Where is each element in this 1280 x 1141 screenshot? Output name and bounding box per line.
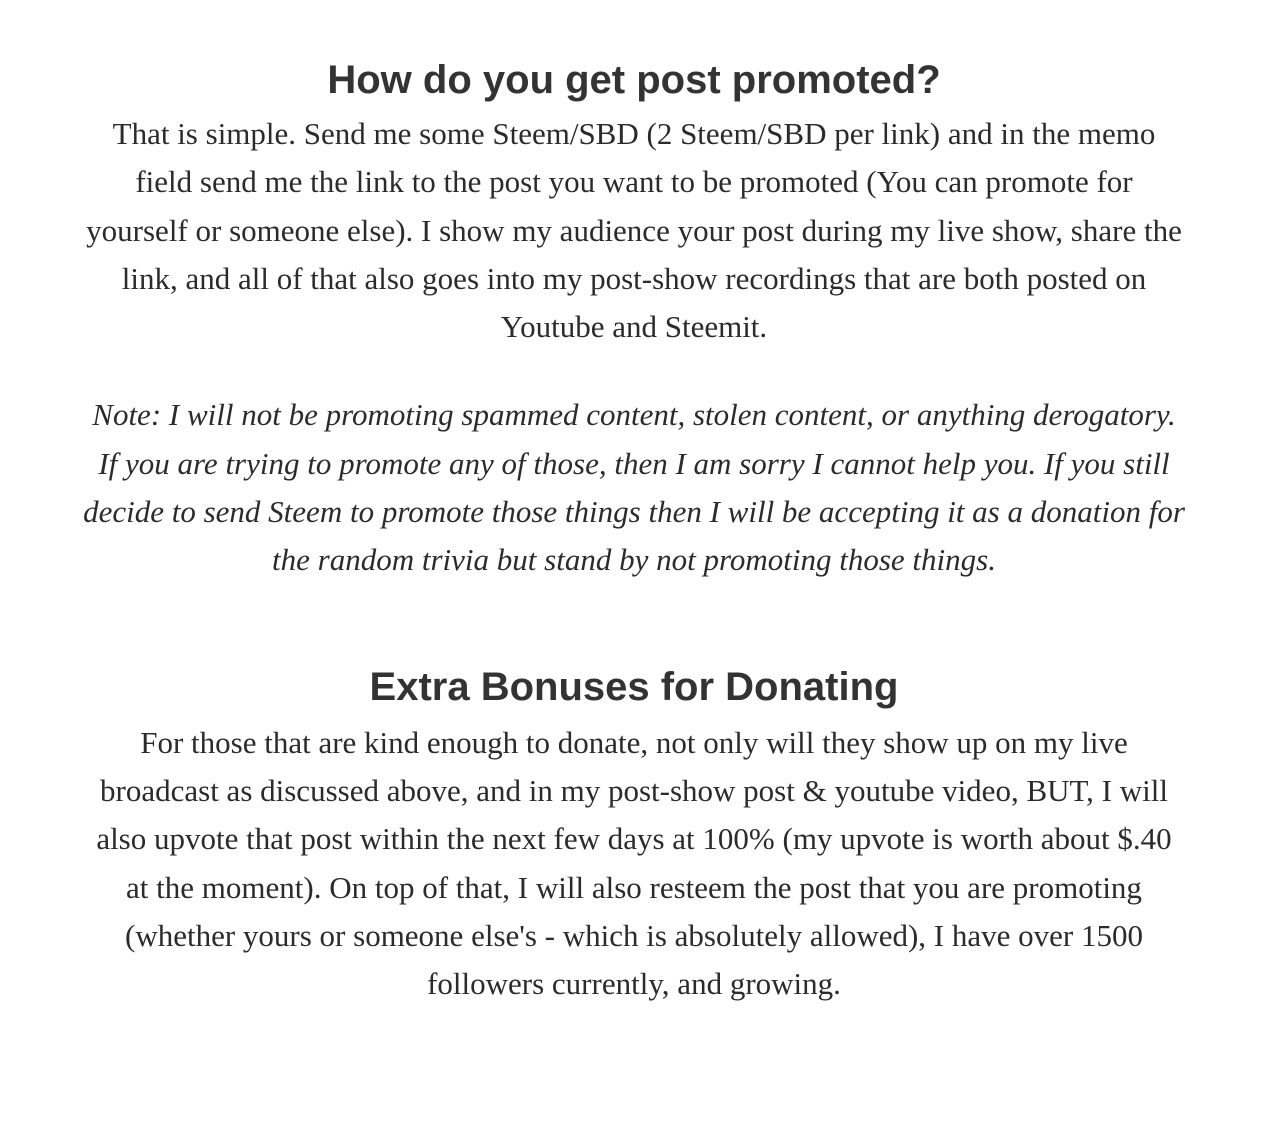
bonus-heading: Extra Bonuses for Donating [369,664,899,709]
article-body [82,0,1186,1008]
promote-heading: How do you get post promoted? [327,58,941,102]
note-paragraph: Note: I will not be promoting spammed content, stolen content, or anything derogatory. If you are trying to promote any of those, then I am sorry I cannot help you. If you still decide to send Steem to promote those things then I will be accepting it as a donation for the random trivia but stand by not promoting those things. [83,397,1185,578]
promote-paragraph: That is simple. Send me some Steem/SBD (2 Steem/SBD per link) and in the memo field send me the link to the post you want to be promoted (You can promote for yourself or someone else). I show my audience your post during my live show, share the link, and all of that also goes into my post-show recordings that are both posted on Youtube and Steemit. [86,116,1182,345]
bonus-paragraph: For those that are kind enough to donate, not only will they show up on my live broadcast as discussed above, and in my post-show post & youtube video, BUT, I will also upvote that post within the next few days at 100% (my upvote is worth about $.40 at the moment). On top of that, I will also resteem the post that you are promoting (whether yours or someone else's - which is absolutely allowed), I have over 1500 followers currently, and growing. [96,724,1172,1002]
